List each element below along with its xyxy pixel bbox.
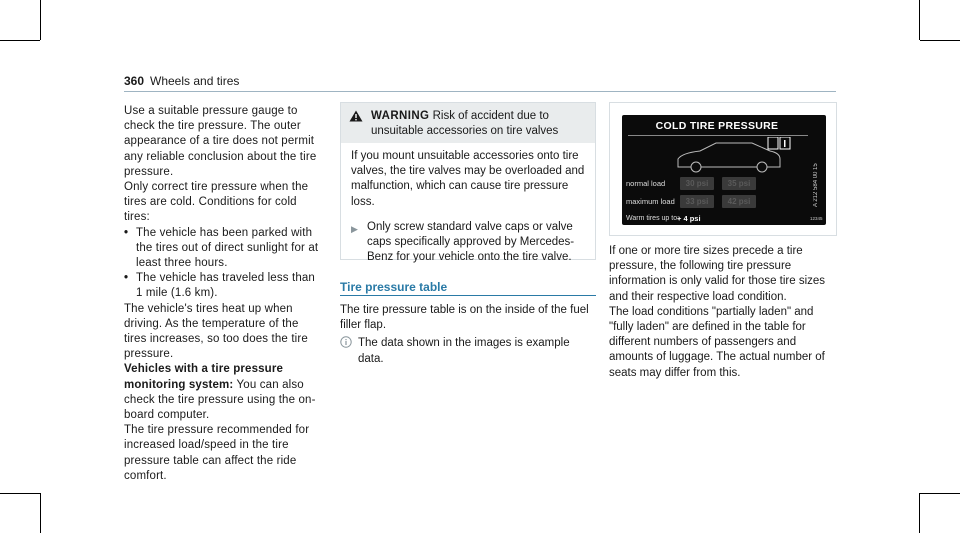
warning-heading xyxy=(371,109,587,137)
instruction-text: Only screw standard valve caps or valve caps specifically approved by Mercedes-Benz for your vehicle onto the tire valve. xyxy=(367,220,575,264)
heading-underline xyxy=(340,295,596,296)
list-item: • The vehicle has been parked with the tires out of direct sunlight for at least three hours. xyxy=(124,226,324,272)
paragraph: Only correct tire pressure when the tires are cold. Conditions for cold tires: xyxy=(124,181,309,224)
crop-mark xyxy=(919,493,920,533)
info-icon xyxy=(340,336,358,366)
paragraph: If one or more tire sizes precede a tire pressure, the following tire pressure information is only valid for those tire sizes and their respective load condition. xyxy=(609,245,826,303)
placard-divider xyxy=(628,135,808,136)
warning-box xyxy=(340,102,596,264)
note-text: The data shown in the images is example data. xyxy=(358,337,570,365)
section-heading: Tire pressure table xyxy=(340,280,448,294)
row-label-normal-load: normal load xyxy=(626,179,666,188)
warning-label: WARNING xyxy=(371,110,430,122)
tire-pressure-table-text xyxy=(340,303,596,367)
cold-tire-conditions-list xyxy=(124,226,324,302)
psi-value: 42 psi xyxy=(722,195,756,208)
warning-body xyxy=(341,143,595,271)
warning-text: If you mount unsuitable accessories onto tire valves, the tire valves may be overloaded and malfunction, which can cause tire pressure loss. xyxy=(351,150,585,208)
tpms-lead: Vehicles with a tire pressure monitoring system: xyxy=(124,363,284,391)
header-divider xyxy=(124,91,836,92)
warm-tires-label: Warm tires up to: xyxy=(626,215,680,222)
crop-mark xyxy=(40,0,41,40)
psi-value: 33 psi xyxy=(680,195,714,208)
psi-value: 30 psi xyxy=(680,177,714,190)
crop-mark xyxy=(920,493,960,494)
section-title: Wheels and tires xyxy=(150,74,240,88)
tpms-text: You can also check the tire pressure using the on-board computer. xyxy=(124,378,316,422)
paragraph xyxy=(124,362,324,423)
crop-mark xyxy=(0,40,40,41)
part-number: A 212 584 00 15 xyxy=(813,163,819,207)
tire-pressure-placard-figure xyxy=(609,102,837,236)
arrow-right-icon: ▶ xyxy=(351,223,358,234)
column-3 xyxy=(609,244,837,381)
note xyxy=(340,336,596,366)
placard-title: COLD TIRE PRESSURE xyxy=(655,120,779,132)
warning-title: Risk of accident due to unsuitable accessories on tire valves xyxy=(371,110,559,137)
crop-mark xyxy=(40,493,41,533)
instruction xyxy=(351,220,585,266)
row-label-maximum-load: maximum load xyxy=(626,197,675,206)
crop-mark xyxy=(919,0,920,40)
paragraph: The tire pressure table is on the inside of the fuel filler flap. xyxy=(340,304,589,332)
warning-triangle-icon xyxy=(349,109,371,137)
psi-value: 35 psi xyxy=(722,177,756,190)
crop-mark xyxy=(0,493,40,494)
list-item: • The vehicle has traveled less than 1 mile (1.6 km). xyxy=(124,271,324,301)
paragraph: The tire pressure recommended for increased load/speed in the tire pressure table can affect the ride comfort. xyxy=(124,424,310,482)
figure-code: 12345 xyxy=(810,216,823,221)
crop-mark xyxy=(920,40,960,41)
paragraph: The vehicle's tires heat up when driving. As the temperature of the tires increases, so too does the tire pressure. xyxy=(124,302,308,361)
warm-tires-value: + 4 psi xyxy=(677,214,701,223)
warning-header xyxy=(341,103,595,143)
column-1 xyxy=(124,104,324,484)
page-number: 360 xyxy=(124,74,145,88)
vehicle-outline-icon xyxy=(672,137,792,175)
paragraph: The load conditions "partially laden" and "fully laden" are defined in the table for different numbers of passengers and amounts of luggage. The actual number of seats may differ from this. xyxy=(609,305,825,379)
paragraph: Use a suitable pressure gauge to check the tire pressure. The outer appearance of a tire does not permit any reliable conclusion about the tire pressure. xyxy=(124,105,317,178)
placard xyxy=(622,115,826,225)
